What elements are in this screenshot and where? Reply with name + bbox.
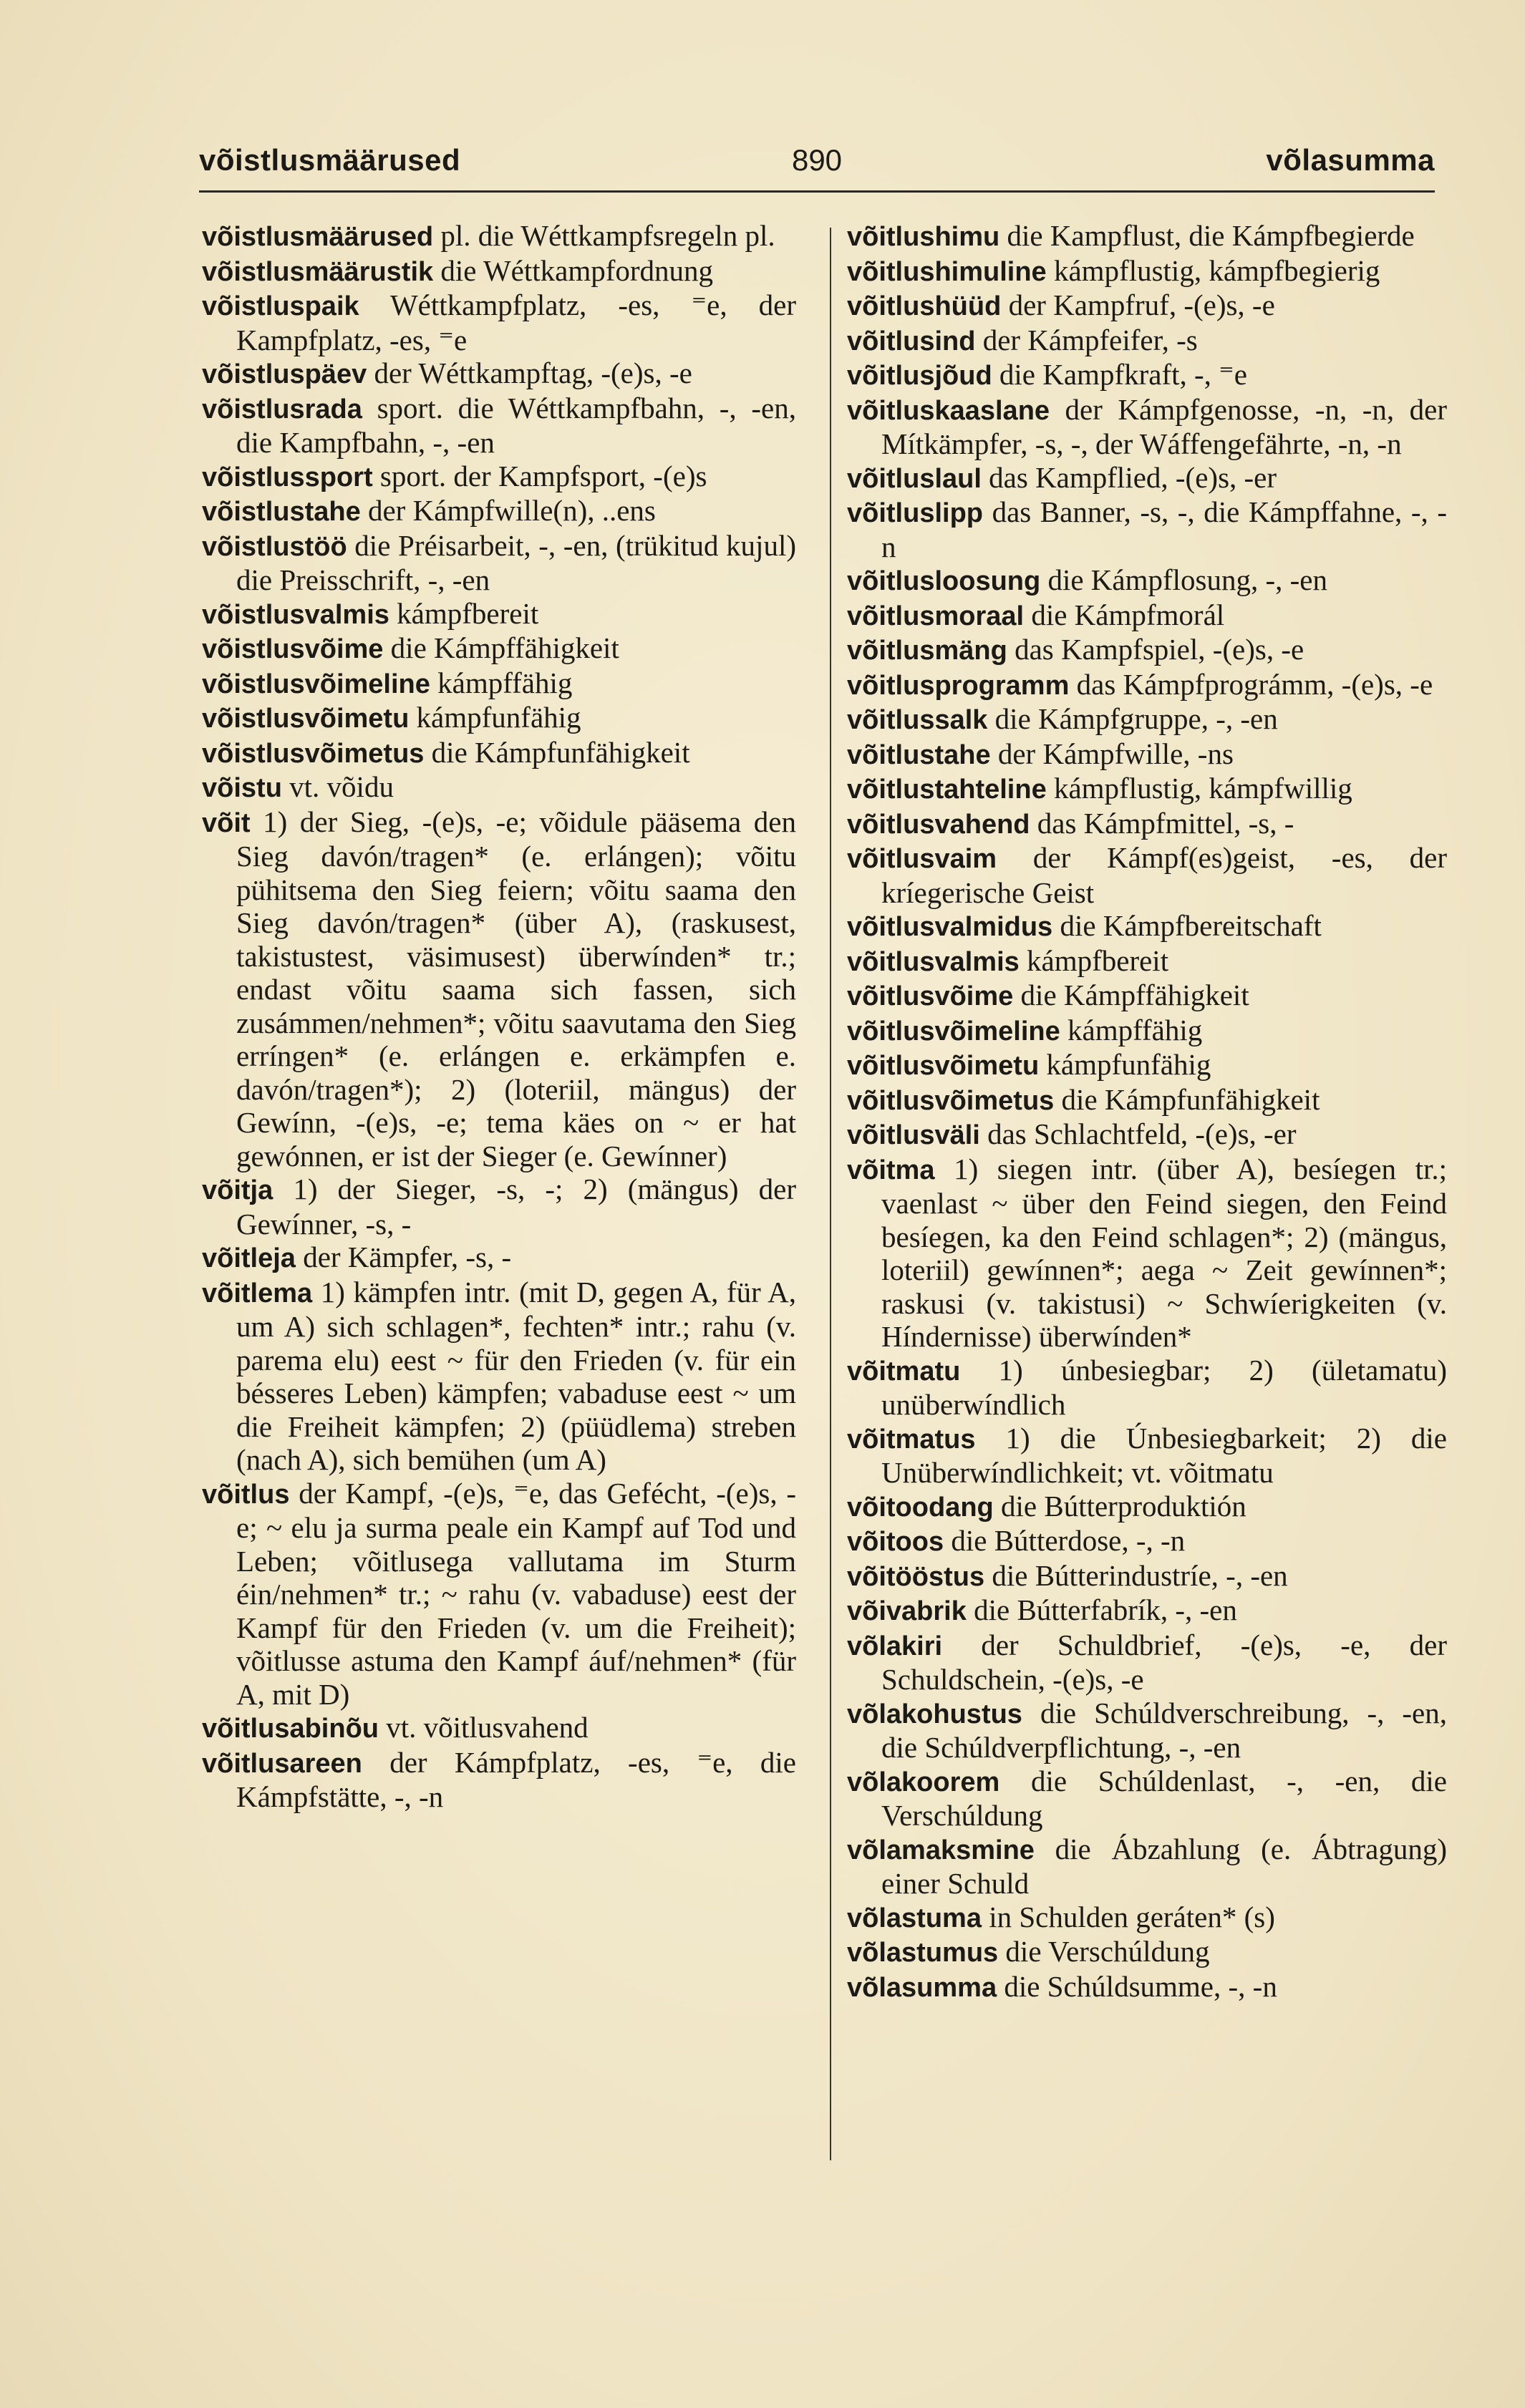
entry-headword: võitlusabinõu [202, 1714, 379, 1744]
entry-definition: der Kämpfer, -s, - [295, 1241, 512, 1273]
entry-headword: võitluslipp [847, 498, 983, 528]
entry-definition: der Kámpfgenosse, -n, -n, der Mítkämpfer, -s, -, der Wáffengefährte, -n, -n [881, 392, 1447, 460]
entry-headword: võitlusväli [847, 1120, 980, 1150]
entry-headword: võitlussalk [847, 705, 988, 735]
entry-headword: võistlustöö [202, 531, 347, 562]
dictionary-entry [202, 631, 796, 666]
page-header [199, 140, 1435, 193]
entry-definition: die Bútterfabrík, -, -en [966, 1593, 1237, 1626]
column-divider [830, 228, 831, 2160]
entry-definition: die Kámpffähigkeit [383, 631, 619, 664]
dictionary-entry [202, 597, 796, 632]
entry-headword: võitoos [847, 1527, 944, 1557]
dictionary-entry [202, 736, 796, 771]
entry-headword: võit [202, 807, 251, 838]
entry-headword: võistu [202, 773, 282, 803]
dictionary-entry [847, 1764, 1447, 1832]
entry-headword: võlakohustus [847, 1699, 1022, 1729]
dictionary-entry [202, 1746, 796, 1814]
entry-headword: võitlustahe [847, 739, 991, 770]
entry-headword: võitma [847, 1155, 935, 1185]
entry-headword: võitlusvõimeline [847, 1016, 1060, 1047]
dictionary-entry [202, 460, 796, 495]
entry-definition: das Schlachtfeld, -(e)s, -er [979, 1117, 1297, 1150]
dictionary-entry [847, 288, 1447, 324]
dictionary-entry [847, 393, 1447, 461]
entry-definition: in Schulden geráten* (s) [981, 1900, 1275, 1933]
dictionary-entry [202, 254, 796, 289]
dictionary-entry [847, 219, 1447, 254]
entry-definition: die Kámpfunfähigkeit [424, 735, 690, 769]
left-column [202, 219, 796, 1814]
dictionary-entry [202, 1711, 796, 1746]
dictionary-entry [847, 324, 1447, 359]
entry-definition: 1) siegen intr. (über A), besíegen tr.; vaenlast ~ über den Feind siegen, den Feind besíegen, ka den Feind schlagen*; 2) (mängus, loteriil) gewínnen*; aega ~ Zeit gewínnen*; raskusi (v. takistusi) ~ Schwíerigkeiten (v. Híndernisse) überwínden* [881, 1152, 1447, 1353]
dictionary-entry [847, 598, 1447, 633]
dictionary-entry [847, 1014, 1447, 1049]
entry-headword: võitlusmoraal [847, 601, 1025, 631]
entry-definition: kámpffähig [430, 666, 573, 699]
entry-definition: der Kampf, -(e)s, ⁼e, das Gefécht, -(e)s, -e; ~ elu ja surma peale ein Kampf auf Tod und Leben; võitlusega vallutama im Sturm éin/nehmen* tr.; ~ rahu (v. vabaduse) eest der Kampf für den Frieden (v. um die Freiheit); võitlusse astuma den Kampf áuf/nehmen* (für A, mit D) [236, 1476, 796, 1711]
dictionary-entry [202, 356, 796, 392]
header-first-headword: võistlusmäärused [199, 143, 461, 177]
entry-headword: võitluskaaslane [847, 395, 1050, 426]
entry-definition: der Kámpf(es)geist, -es, der kríegerische Geist [881, 841, 1447, 909]
entry-headword: võlastuma [847, 1903, 982, 1933]
dictionary-entry [202, 1477, 796, 1712]
dictionary-entry [202, 1276, 796, 1477]
dictionary-entry [847, 495, 1447, 563]
entry-definition: Wéttkampfplatz, -es, ⁼e, der Kampfplatz, -es, ⁼e [236, 288, 796, 356]
entry-definition: die Wéttkampfordnung [433, 253, 714, 287]
dictionary-entry [847, 979, 1447, 1014]
dictionary-entry [847, 1935, 1447, 1970]
entry-headword: võitlus [202, 1479, 290, 1510]
entry-headword: võitluslaul [847, 463, 982, 494]
entry-definition: die Kámpffähigkeit [1013, 979, 1249, 1011]
entry-headword: võitlusjõud [847, 361, 992, 391]
entry-headword: võistlustahe [202, 497, 361, 527]
dictionary-entry [202, 805, 796, 1173]
entry-definition: der Kampfruf, -(e)s, -e [1001, 288, 1275, 321]
entry-definition: die Kampflust, die Kámpfbegierde [999, 219, 1415, 252]
entry-definition: die Bútterdose, -, -n [944, 1524, 1186, 1557]
entry-headword: võitmatu [847, 1356, 961, 1387]
entry-definition: pl. die Wéttkampfsregeln pl. [433, 219, 775, 252]
dictionary-entry [847, 1628, 1447, 1696]
entry-headword: võitlusvalmis [847, 946, 1020, 977]
entry-definition: der Kámpfeifer, -s [975, 323, 1198, 356]
entry-definition: kámpfunfähig [1039, 1048, 1211, 1081]
entry-headword: võistlusvõimetus [202, 738, 425, 769]
entry-definition: 1) únbesiegbar; 2) (ületamatu) unüberwíndlich [881, 1353, 1447, 1421]
dictionary-entry [202, 288, 796, 356]
entry-definition: die Kámpflosung, -, -en [1040, 563, 1328, 596]
entry-headword: võistlusmäärustik [202, 256, 434, 287]
entry-headword: võistlusrada [202, 394, 362, 424]
entry-headword: võitlusprogramm [847, 670, 1070, 701]
dictionary-entry [847, 254, 1447, 289]
entry-headword: võitööstus [847, 1561, 985, 1592]
entry-definition: sport. der Kampfsport, -(e)s [372, 459, 707, 492]
dictionary-entry [847, 1593, 1447, 1628]
dictionary-entry [847, 358, 1447, 393]
entry-definition: 1) die Únbesiegbarkeit; 2) die Unüberwíndlichkeit; vt. võitmatu [881, 1421, 1447, 1489]
dictionary-entry [847, 807, 1447, 842]
entry-headword: võlakoorem [847, 1767, 1000, 1797]
entry-headword: võitleja [202, 1243, 296, 1273]
entry-definition: der Schuldbrief, -(e)s, -e, der Schuldschein, -(e)s, -e [881, 1628, 1447, 1696]
entry-headword: võlakiri [847, 1631, 943, 1661]
dictionary-entry [847, 563, 1447, 598]
entry-definition: das Banner, -s, -, die Kámpffahne, -, -n [881, 495, 1447, 563]
entry-definition: 1) der Sieger, -s, -; 2) (mängus) der Gewínner, -s, - [236, 1173, 796, 1241]
entry-definition: kámpfunfähig [409, 701, 581, 734]
entry-headword: võitlusvahend [847, 809, 1030, 840]
entry-headword: võlastumus [847, 1938, 999, 1968]
entry-headword: võitlusvõime [847, 981, 1014, 1011]
entry-definition: die Bútterindustríe, -, -en [984, 1558, 1288, 1592]
entry-definition: die Kampfkraft, -, ⁼e [992, 358, 1247, 391]
entry-headword: võitoodang [847, 1492, 994, 1523]
dictionary-entry [847, 841, 1447, 909]
entry-definition: kámpflustig, kámpfwillig [1046, 772, 1352, 805]
entry-headword: võitlusvõimetu [847, 1051, 1040, 1081]
dictionary-entry [847, 1696, 1447, 1764]
entry-headword: võistlussport [202, 462, 373, 492]
entry-definition: das Kampflied, -(e)s, -er [981, 460, 1277, 494]
dictionary-entry [202, 1241, 796, 1276]
dictionary-entry [847, 1354, 1447, 1422]
entry-definition: das Kámpfprográmm, -(e)s, -e [1069, 667, 1433, 701]
dictionary-entry [847, 1083, 1447, 1118]
entry-definition: vt. võitlusvahend [379, 1711, 589, 1744]
dictionary-entry [847, 1900, 1447, 1936]
entry-definition: die Kámpfmorál [1024, 598, 1225, 631]
entry-headword: võistluspäev [202, 359, 367, 389]
entry-definition: die Kámpfgruppe, -, -en [987, 702, 1278, 735]
entry-headword: võitlushimuline [847, 256, 1047, 287]
entry-definition: kámpffähig [1060, 1013, 1203, 1047]
dictionary-entry [847, 461, 1447, 496]
entry-definition: die Schúldsumme, -, -n [997, 1969, 1277, 2003]
entry-definition: der Kámpfwille(n), ..ens [360, 494, 656, 527]
entry-headword: võivabrik [847, 1596, 967, 1626]
dictionary-entry [847, 737, 1447, 772]
dictionary-entry [847, 1559, 1447, 1594]
dictionary-entry [847, 1117, 1447, 1152]
dictionary-entry [847, 1524, 1447, 1559]
header-last-headword: võlasumma [1266, 143, 1435, 177]
entry-headword: võitja [202, 1175, 273, 1205]
entry-definition: 1) kämpfen intr. (mit D, gegen A, für A, um A) sich schlagen*, fechten* intr.; rahu (v. parema elu) eest ~ für den Frieden (v. für ein bésseres Leben) kämpfen; vabaduse eest ~ um die Freiheit kämpfen; 2) (püüdlema) streben (nach A), sich bemühen (um A) [236, 1275, 796, 1476]
entry-definition: die Préisarbeit, -, -en, (trükitud kujul) die Preisschrift, -, -en [236, 528, 796, 596]
entry-headword: võitlusind [847, 326, 976, 356]
entry-definition: die Schúldenlast, -, -en, die Verschúldung [881, 1764, 1447, 1832]
entry-headword: võitlusloosung [847, 566, 1041, 596]
entry-definition: die Kámpfunfähigkeit [1054, 1082, 1320, 1116]
entry-definition: das Kámpfmittel, -s, - [1030, 806, 1294, 840]
entry-headword: võitlusvaim [847, 844, 997, 874]
entry-headword: võistlusvõimeline [202, 669, 430, 699]
entry-definition: der Wéttkampftag, -(e)s, -e [367, 356, 692, 389]
dictionary-entry [847, 772, 1447, 807]
dictionary-entry [847, 1422, 1447, 1490]
dictionary-entry [847, 944, 1447, 979]
entry-definition: die Verschúldung [998, 1935, 1210, 1968]
dictionary-entry [847, 1048, 1447, 1083]
dictionary-entry [202, 701, 796, 736]
dictionary-entry [202, 1173, 796, 1241]
entry-definition: das Kampfspiel, -(e)s, -e [1007, 633, 1304, 666]
dictionary-entry [847, 633, 1447, 668]
dictionary-entry [847, 702, 1447, 737]
entry-headword: võitlusmäng [847, 636, 1007, 666]
dictionary-entry [847, 909, 1447, 944]
entry-headword: võitmatus [847, 1424, 976, 1455]
entry-definition: vt. võidu [281, 770, 394, 803]
dictionary-entry [847, 1970, 1447, 2005]
entry-definition: die Schúldverschreibung, -, -en, die Schúldverpflichtung, -, -en [881, 1696, 1447, 1764]
entry-definition: die Kámpfbereitschaft [1052, 909, 1322, 942]
entry-definition: die Ábzahlung (e. Ábtragung) einer Schuld [881, 1832, 1447, 1900]
entry-headword: võitlusareen [202, 1748, 362, 1779]
entry-definition: kámpfbereit [389, 596, 539, 630]
dictionary-entry [202, 494, 796, 529]
entry-headword: võistlusvalmis [202, 599, 389, 630]
entry-headword: võitlustahteline [847, 775, 1047, 805]
entry-definition: kámpflustig, kámpfbegierig [1046, 253, 1380, 287]
entry-definition: 1) der Sieg, -(e)s, -e; võidule pääsema den Sieg davón/tragen* (e. erlángen); võitu pühitsema den Sieg feiern; võitu saama den Sieg davón/tragen* (über A), (raskusest, takistustest, väsimusest) überwínden* tr.; endast võitu saama sich fassen, sich zusámmen/nehmen*; võitu saavutama den Sieg erríngen* (e. erlángen e. erkämpfen e. davón/tragen*); 2) (loteriil, mängus) der Gewínn, -(e)s, -e; tema käes on ~ er hat gewónnen, er ist der Sieger (e. Gewínner) [236, 805, 796, 1173]
dictionary-entry [847, 1152, 1447, 1354]
entry-headword: võistlusvõimetu [202, 704, 410, 734]
entry-headword: võitlusvalmidus [847, 912, 1053, 942]
dictionary-entry [202, 392, 796, 460]
dictionary-entry [847, 1832, 1447, 1900]
entry-headword: võitlusvõimetus [847, 1085, 1055, 1116]
entry-headword: võlamaksmine [847, 1835, 1035, 1865]
right-column [847, 219, 1447, 2004]
entry-definition: der Kámpfplatz, -es, ⁼e, die Kámpfstätte, -, -n [236, 1745, 796, 1813]
entry-headword: võistluspaik [202, 291, 359, 321]
entry-headword: võistlusvõime [202, 634, 384, 664]
dictionary-entry [847, 668, 1447, 703]
entry-headword: võistlusmäärused [202, 222, 434, 252]
dictionary-entry [202, 529, 796, 597]
entry-definition: der Kámpfwille, -ns [990, 737, 1234, 770]
entry-headword: võitlushimu [847, 222, 1000, 252]
dictionary-entry [202, 219, 796, 254]
dictionary-entry [202, 770, 796, 805]
entry-headword: võitlushüüd [847, 291, 1002, 321]
entry-headword: võlasumma [847, 1972, 997, 2003]
entry-definition: kámpfbereit [1019, 943, 1169, 977]
dictionary-entry [202, 666, 796, 701]
entry-headword: võitlema [202, 1278, 313, 1309]
page-number: 890 [791, 143, 843, 177]
entry-definition: sport. die Wéttkampfbahn, -, -en, die Kampfbahn, -, -en [236, 391, 796, 459]
entry-definition: die Bútterproduktión [993, 1489, 1246, 1523]
dictionary-entry [847, 1490, 1447, 1525]
